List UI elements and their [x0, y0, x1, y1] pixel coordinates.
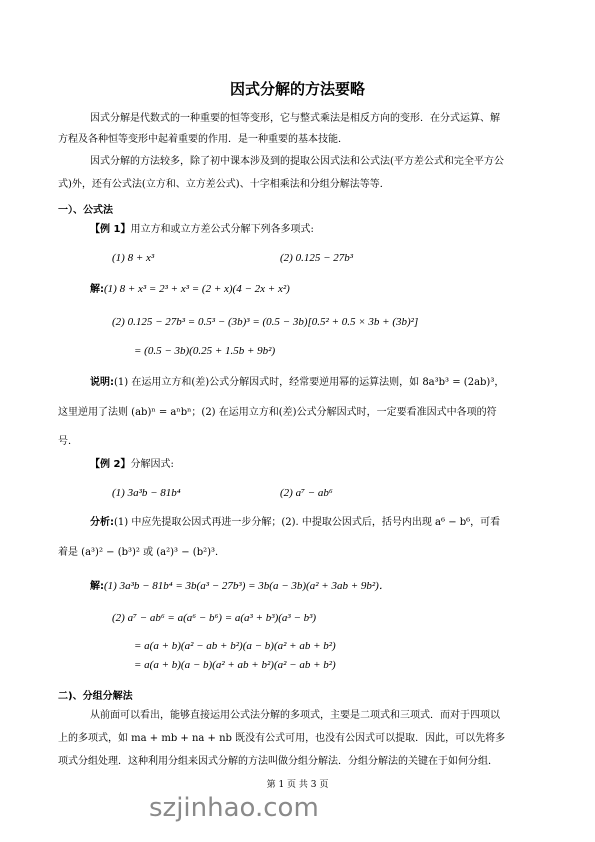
math-line: = (0.5 − 3b)(0.25 + 1.5b + 9b²): [134, 345, 276, 357]
note-label: 说明:: [90, 377, 114, 388]
example-text: 分解因式:: [130, 459, 174, 470]
note-text: 号．: [58, 436, 78, 447]
page-title: 因式分解的方法要略: [229, 80, 365, 98]
analysis-label: 分析:: [90, 517, 114, 528]
page-footer: 第 1 页 共 3 页: [266, 780, 329, 790]
math-line: (1) 8 + x³: [112, 252, 155, 264]
analysis-text: (1) 中应先提取公因式再进一步分解；(2). 中提取公因式后，括号内出现 a⁶ − b⁶，可看: [114, 517, 501, 528]
example-label: 【例 2】: [90, 459, 131, 470]
example-text: 用立方和或立方差公式分解下列各多项式:: [130, 224, 314, 235]
math-line: (2) 0.125 − 27b³: [280, 252, 354, 264]
solution-label: 解:: [90, 284, 104, 295]
watermark: szjinhao.com: [149, 793, 319, 823]
math-line: (1) 3a³b − 81b⁴: [112, 487, 181, 499]
intro-line: 因式分解的方法较多，除了初中课本涉及到的提取公因式法和公式法(平方差公式和完全平方公: [90, 156, 504, 167]
analysis-text: 着是 (a³)² − (b³)² 或 (a²)³ − (b²)³．: [58, 547, 226, 558]
math-line: = a(a + b)(a − b)(a² + ab + b²)(a² − ab + b²): [134, 659, 336, 671]
note-text: 这里逆用了法则 (ab)ⁿ = aⁿbⁿ；(2) 在运用立方和(差)公式分解因式时，一定要看准因式中各项的符: [58, 407, 497, 418]
solution-label: 解:: [90, 581, 104, 592]
section-heading: 一）、公式法: [58, 205, 113, 216]
intro-line: 式)外，还有公式法(立方和、立方差公式)、十字相乘法和分组分解法等等．: [58, 179, 390, 190]
math-line: = a(a + b)(a² − ab + b²)(a − b)(a² + ab + b²): [134, 640, 336, 652]
section-heading: 二)、分组分解法: [58, 691, 133, 702]
note-text: (1) 在运用立方和(差)公式分解因式时，经常要逆用幂的运算法则，如 8a³b³ = (2ab)³，: [114, 377, 505, 388]
math-line: (2) 0.125 − 27b³ = 0.5³ − (3b)³ = (0.5 − 3b)[0.5² + 0.5 × 3b + (3b)²]: [112, 316, 419, 328]
intro-line: 方程及各种恒等变形中起着重要的作用．是一种重要的基本技能．: [58, 134, 348, 145]
paragraph-line: 从前面可以看出，能够直接运用公式法分解的多项式，主要是二项式和三项式．而对于四项以: [90, 710, 500, 721]
example-label: 【例 1】: [90, 224, 131, 235]
intro-line: 因式分解是代数式的一种重要的恒等变形，它与整式乘法是相反方向的变形．在分式运算、解: [90, 113, 500, 124]
math-line: (1) 8 + x³ = 2³ + x³ = (2 + x)(4 − 2x + x²): [104, 283, 290, 295]
math-line: (1) 3a³b − 81b⁴ = 3b(a³ − 27b³) = 3b(a − 3b)(a² + 3ab + 9b²)．: [104, 580, 390, 592]
math-line: (2) a⁷ − ab⁶ = a(a⁶ − b⁶) = a(a³ + b³)(a³ − b³): [112, 612, 317, 624]
paragraph-line: 项式分组处理．这种利用分组来因式分解的方法叫做分组分解法．分组分解法的关键在于如何分组．: [58, 756, 498, 767]
paragraph-line: 上的多项式，如 ma + mb + na + nb 既没有公式可用，也没有公因式可以提取．因此，可以先将多: [58, 733, 506, 744]
math-line: (2) a⁷ − ab⁶: [280, 487, 333, 499]
